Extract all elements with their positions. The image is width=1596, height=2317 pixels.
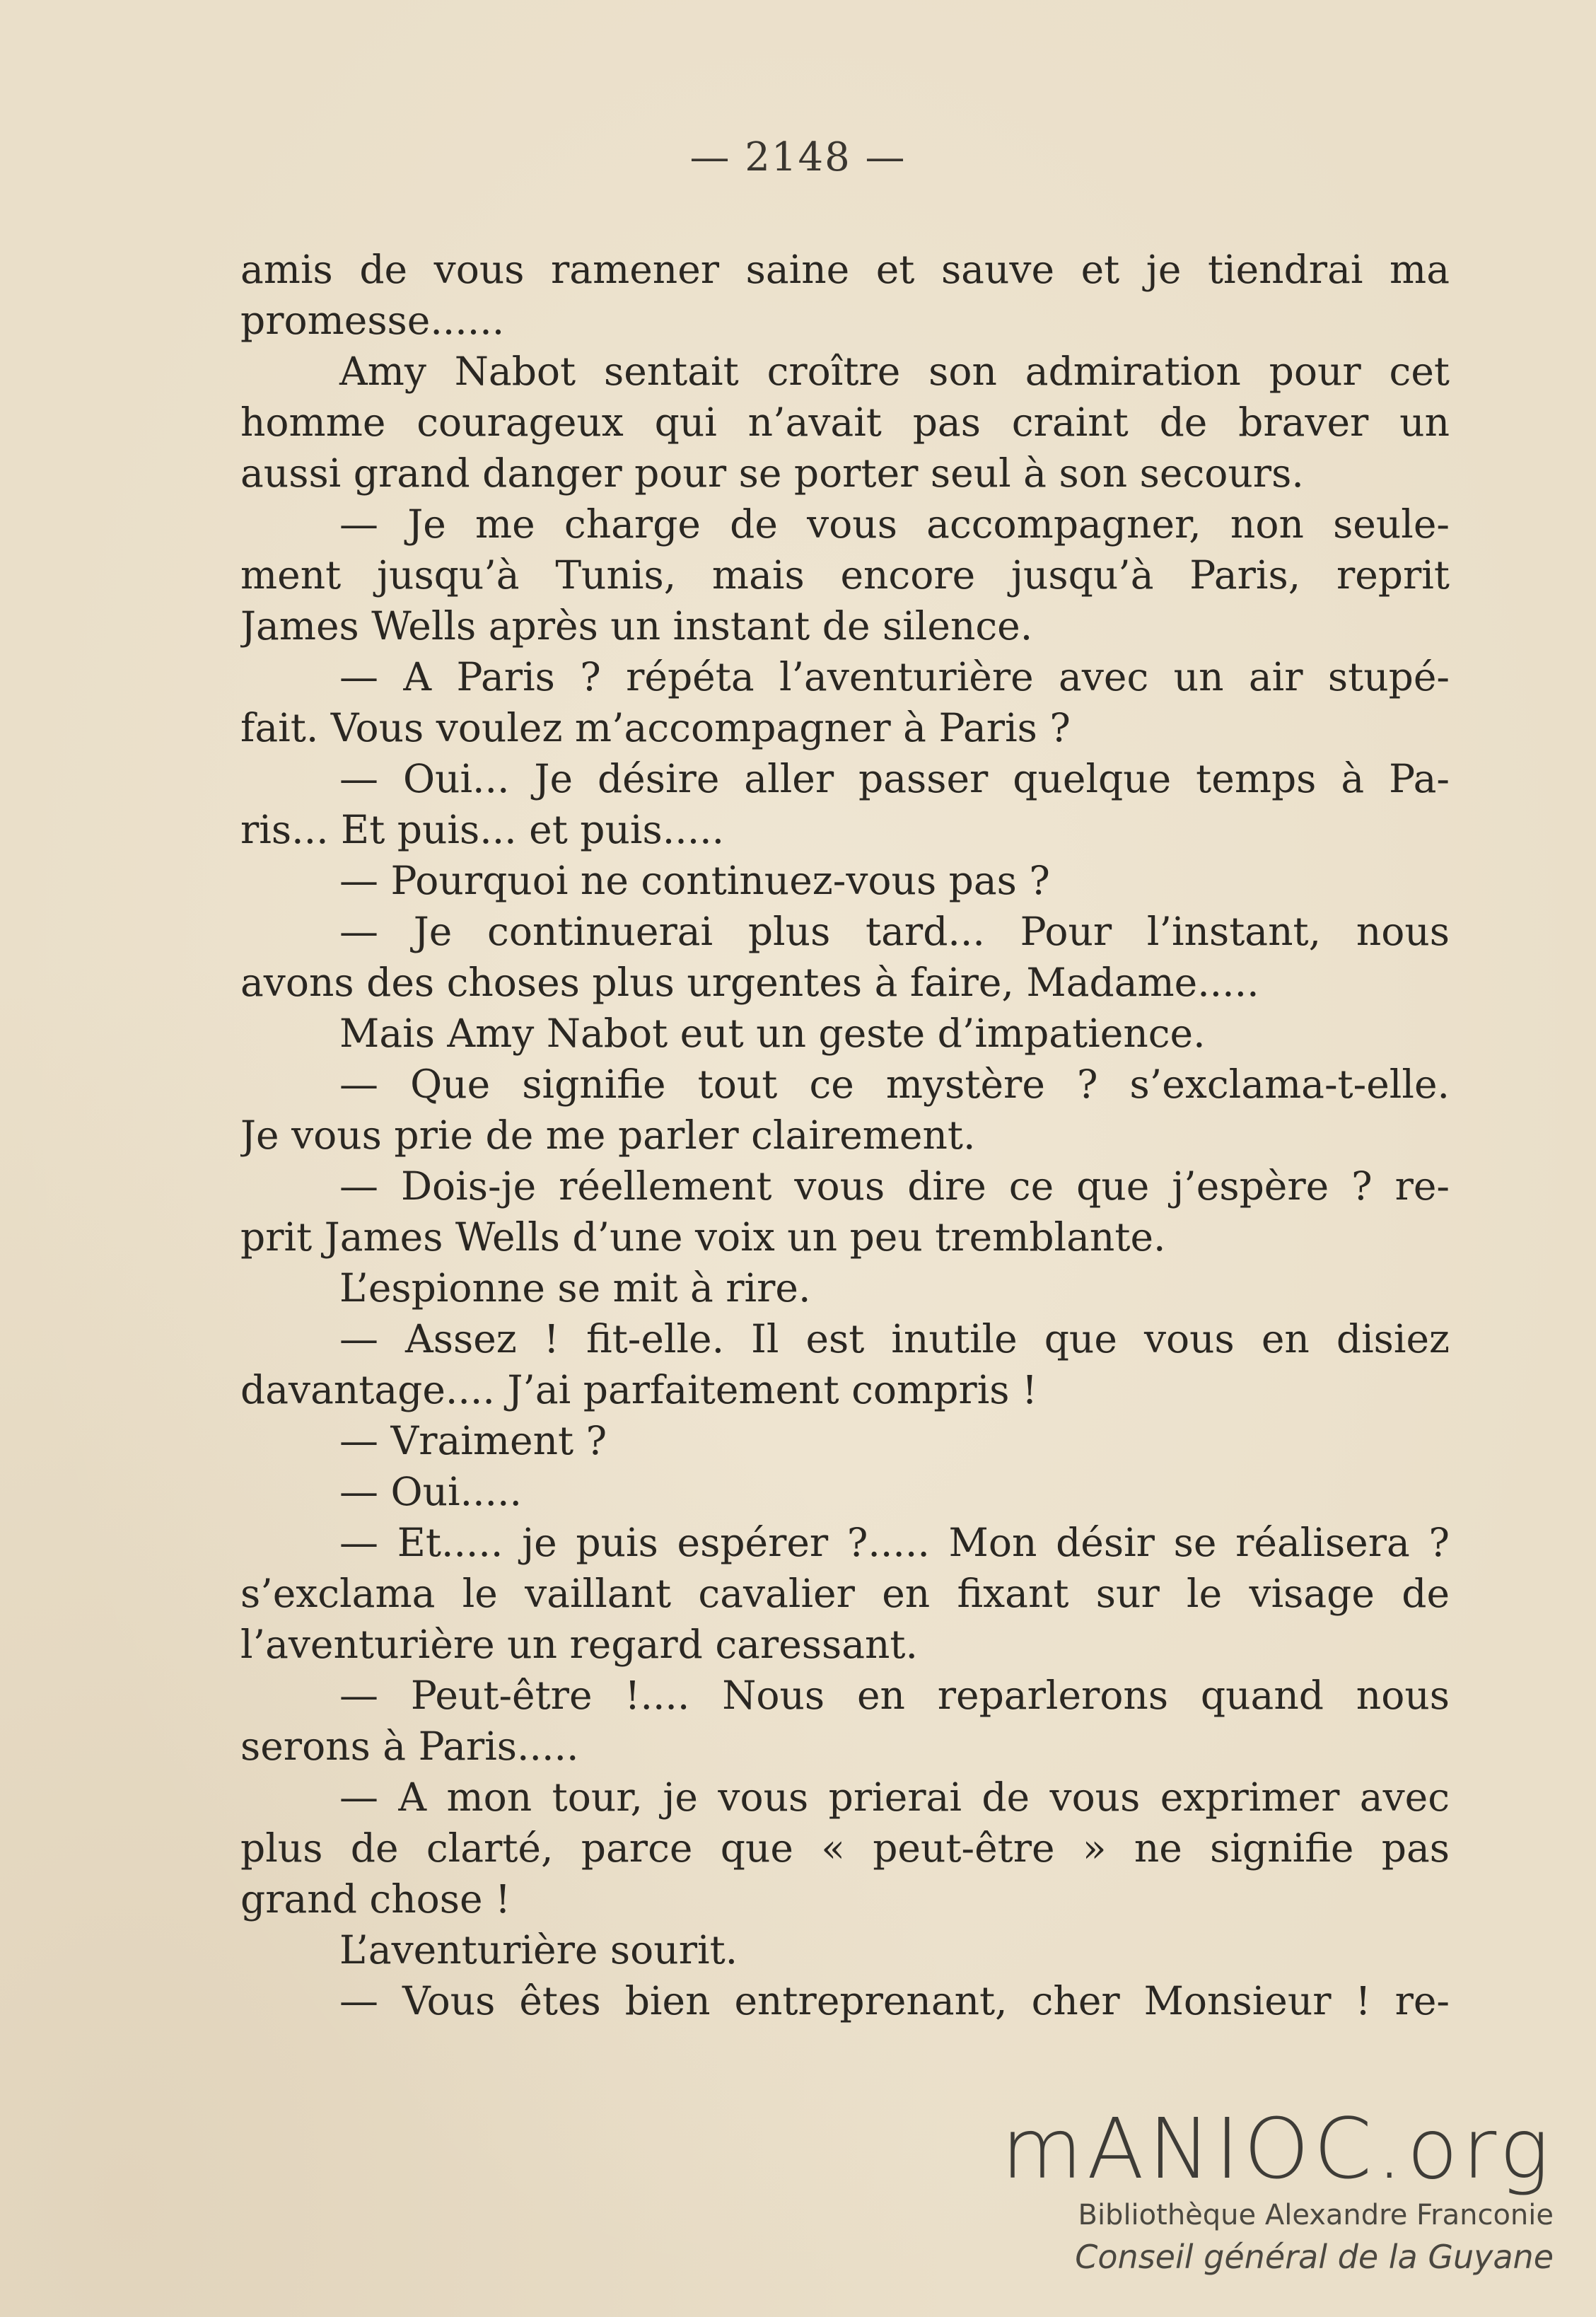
text-line: Amy Nabot sentait croître son admiration pour cet bbox=[339, 349, 1450, 394]
text-line: — Vous êtes bien entreprenant, cher Monsieur ! re- bbox=[339, 1978, 1450, 2023]
text-line: Je vous prie de me parler clairement. bbox=[240, 1113, 976, 1158]
text-line: — Oui..... bbox=[339, 1469, 523, 1514]
text-line: ris... Et puis... et puis..... bbox=[240, 807, 725, 852]
manioc-logo: mANIOC.org bbox=[1001, 2100, 1554, 2197]
text-line: ment jusqu’à Tunis, mais encore jusqu’à Paris, reprit bbox=[240, 552, 1450, 598]
text-line: l’aventurière un regard caressant. bbox=[240, 1622, 919, 1667]
text-line: plus de clarté, parce que « peut-être » ne signifie pas bbox=[240, 1825, 1450, 1871]
text-line: — Vraiment ? bbox=[339, 1418, 607, 1463]
text-line: davantage.... J’ai parfaitement compris ! bbox=[240, 1367, 1038, 1412]
text-line: serons à Paris..... bbox=[240, 1724, 579, 1769]
text-line: — A mon tour, je vous prierai de vous exprimer avec bbox=[339, 1775, 1450, 1820]
watermark-library: Bibliothèque Alexandre Franconie bbox=[1078, 2199, 1554, 2231]
watermark bbox=[1001, 2100, 1554, 2278]
text-line: — Dois-je réellement vous dire ce que j’espère ? re- bbox=[339, 1163, 1450, 1209]
page-number: — 2148 — bbox=[689, 134, 907, 180]
text-line: — Et..... je puis espérer ?..... Mon désir se réalisera ? bbox=[339, 1520, 1450, 1565]
text-line: prit James Wells d’une voix un peu tremblante. bbox=[240, 1214, 1166, 1260]
text-line: — Je me charge de vous accompagner, non seule- bbox=[339, 501, 1450, 547]
text-line: — Je continuerai plus tard... Pour l’instant, nous bbox=[339, 909, 1450, 954]
text-line: — Oui... Je désire aller passer quelque temps à Pa- bbox=[339, 756, 1450, 801]
text-line: amis de vous ramener saine et sauve et je tiendrai ma bbox=[240, 247, 1450, 292]
watermark-council: Conseil général de la Guyane bbox=[1075, 2238, 1554, 2276]
text-line: L’espionne se mit à rire. bbox=[339, 1265, 811, 1311]
text-line: homme courageux qui n’avait pas craint de braver un bbox=[240, 400, 1450, 445]
text-line: L’aventurière sourit. bbox=[339, 1927, 738, 1973]
text-line: — Peut-être !.... Nous en reparlerons quand nous bbox=[339, 1673, 1450, 1718]
text-line: — Que signifie tout ce mystère ? s’exclama-t-elle. bbox=[339, 1062, 1450, 1107]
text-line: s’exclama le vaillant cavalier en fixant sur le visage de bbox=[240, 1571, 1450, 1616]
body-text bbox=[240, 244, 1450, 2026]
text-line: fait. Vous voulez m’accompagner à Paris ? bbox=[240, 705, 1071, 750]
text-line: — A Paris ? répéta l’aventurière avec un air stupé- bbox=[339, 654, 1450, 699]
text-line: Mais Amy Nabot eut un geste d’impatience. bbox=[339, 1011, 1206, 1056]
text-line: avons des choses plus urgentes à faire, Madame..... bbox=[240, 960, 1259, 1005]
text-line: aussi grand danger pour se porter seul à son secours. bbox=[240, 451, 1304, 496]
text-line: James Wells après un instant de silence. bbox=[240, 603, 1033, 649]
text-line: promesse...... bbox=[240, 298, 505, 343]
text-line: — Assez ! fit-elle. Il est inutile que vous en disiez bbox=[339, 1316, 1450, 1361]
text-line: — Pourquoi ne continuez-vous pas ? bbox=[339, 858, 1050, 903]
text-line: grand chose ! bbox=[240, 1876, 511, 1922]
